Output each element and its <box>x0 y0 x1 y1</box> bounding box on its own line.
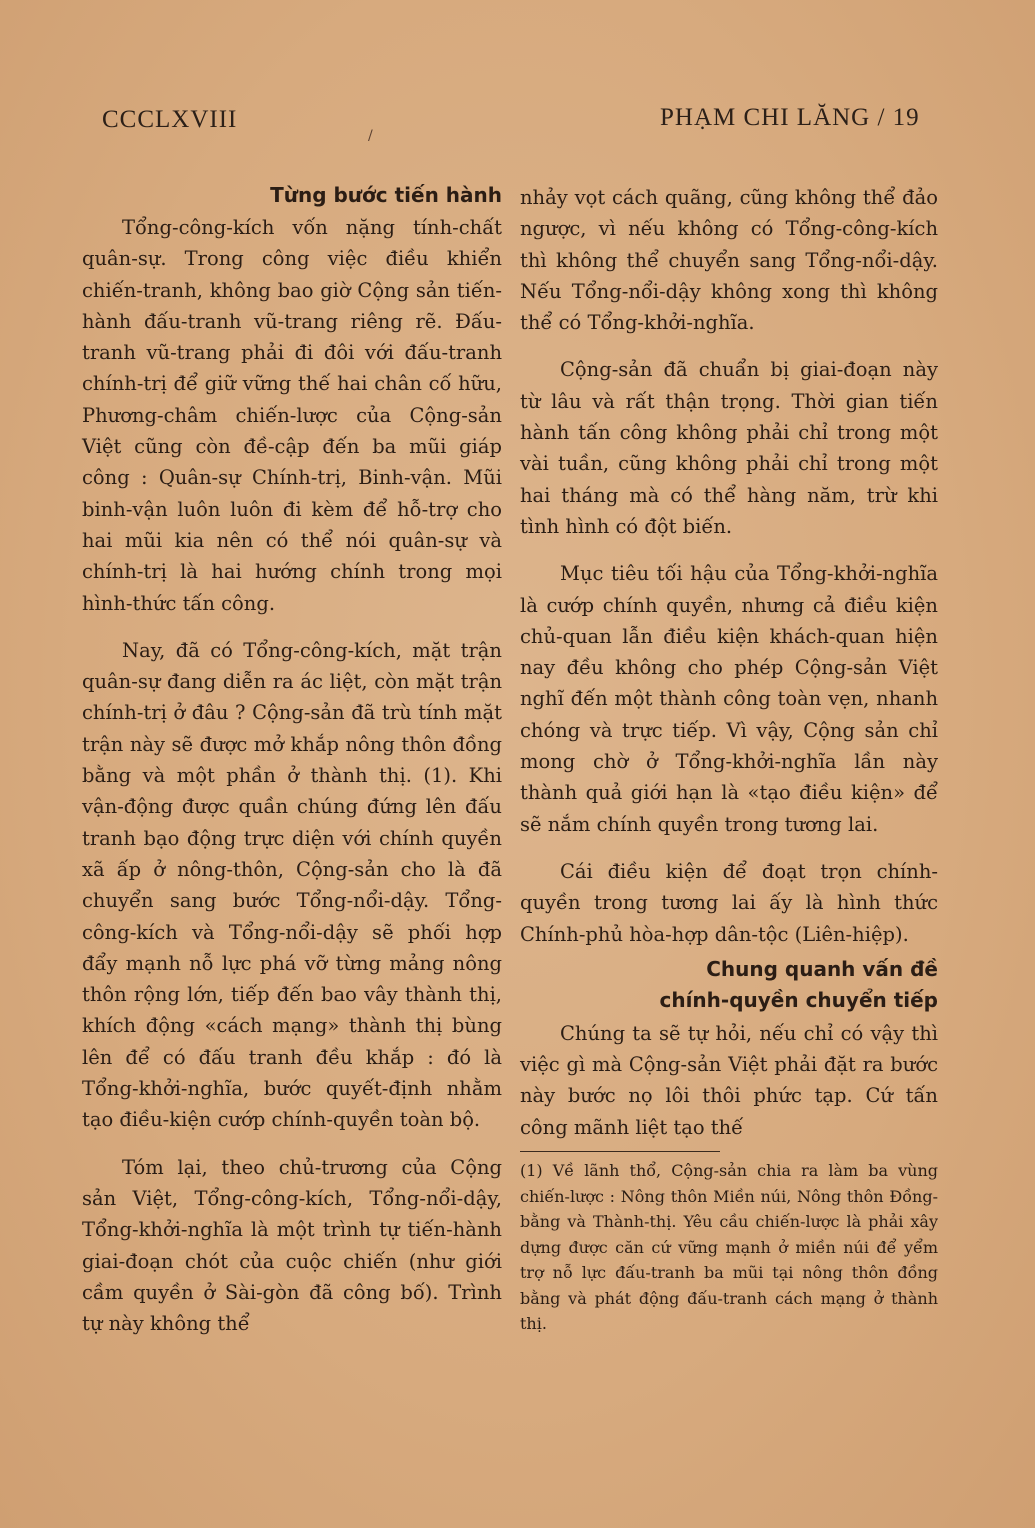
paragraph: Cộng-sản đã chuẩn bị giai-đoạn này từ lâu và rất thận trọng. Thời gian tiến hành tấn công không phải chỉ trong một vài tuần, cũng không phải chỉ trong một hai tháng mà có thể hàng năm, trừ khi tình hình có đột biến. <box>520 358 938 538</box>
section-heading-1: Từng bước tiến hành <box>270 183 502 207</box>
running-header-left: CCCLXVIII <box>102 106 238 133</box>
paragraph: Nay, đã có Tổng-công-kích, mặt trận quân-sự đang diễn ra ác liệt, còn mặt trận chính-trị ở đâu ? Cộng-sản đã trù tính mặt trận này sẽ được mở khắp nông thôn đồng bằng và một phần ở thành thị. (1). Khi vận-động được quần chúng đứng lên đấu tranh bạo động trực diện với chính quyền xã ấp ở nông-thôn, Cộng-sản cho là đã chuyển sang bước Tổng-nổi-dậy. Tổng-công-kích và Tổng-nổi-dậy sẽ phối hợp đẩy mạnh nỗ lực phá vỡ từng mảng nông thôn rộng lớn, tiếp đến bao vây thành thị, khích động «cách mạng» thành thị bùng lên để có đấu tranh đều khắp : đó là Tổng-khởi-nghĩa, bước quyết-định nhằm tạo điều-kiện cướp chính-quyền toàn bộ. <box>82 638 502 1132</box>
section-heading-2-line2: chính-quyền chuyển tiếp <box>659 987 938 1012</box>
footnote-divider <box>520 1151 720 1152</box>
paragraph: Tóm lại, theo chủ-trương của Cộng sản Việt, Tổng-công-kích, Tổng-nổi-dậy, Tổng-khởi-nghĩa là một trình tự tiến-hành giai-đoạn chót của cuộc chiến (như giới cầm quyền ở Sài-gòn đã công bố). Trình tự này không thể <box>82 1155 502 1336</box>
section-heading-2-line1: Chung quanh vấn đề <box>706 956 938 981</box>
right-column <box>520 182 938 1337</box>
page-mark: / <box>368 128 373 144</box>
footnote: (1) Về lãnh thổ, Cộng-sản chia ra làm ba vùng chiến-lược : Nông thôn Miền núi, Nông thôn Đồng-bằng và Thành-thị. Yêu cầu chiến-lược là phải xây dựng được căn cứ vững mạnh ở miền núi để yểm trợ nỗ lực đấu-tranh ba mũi tại nông thôn đồng bằng và phát động đấu-tranh cách mạng ở thành thị. <box>520 1161 938 1334</box>
left-column <box>82 180 502 1355</box>
paragraph: Mục tiêu tối hậu của Tổng-khởi-nghĩa là cướp chính quyền, nhưng cả điều kiện chủ-quan lẫn điều kiện khách-quan hiện nay đều không cho phép Cộng-sản Việt nghĩ đến một thành công toàn vẹn, nhanh chóng và trực tiếp. Vì vậy, Cộng sản chỉ mong chờ ở Tổng-khởi-nghĩa lần này thành quả giới hạn là «tạo điều kiện» để sẽ nắm chính quyền trong tương lai. <box>520 562 938 836</box>
paragraph: nhảy vọt cách quãng, cũng không thể đảo ngược, vì nếu không có Tổng-công-kích thì không thể chuyển sang Tổng-nổi-dậy. Nếu Tổng-nổi-dậy không xong thì không thể có Tổng-khởi-nghĩa. <box>520 186 938 335</box>
paragraph: Tổng-công-kích vốn nặng tính-chất quân-sự. Trong công việc điều khiển chiến-tranh, không bao giờ Cộng sản tiến-hành đấu-tranh vũ-trang riêng rẽ. Đấu-tranh vũ-trang phải đi đôi với đấu-tranh chính-trị để giữ vững thế hai chân cố hữu, Phương-châm chiến-lược của Cộng-sản Việt cũng còn đề-cập đến ba mũi giáp công : Quân-sự Chính-trị, Binh-vận. Mũi binh-vận luôn luôn đi kèm để hỗ-trợ cho hai mũi kia nên có thể nói quân-sự và chính-trị là hai hướng chính trong mọi hình-thức tấn công. <box>82 216 502 615</box>
paragraph: Chúng ta sẽ tự hỏi, nếu chỉ có vậy thì việc gì mà Cộng-sản Việt phải đặt ra bước này bước nọ lôi thôi phức tạp. Cứ tấn công mãnh liệt tạo thế <box>520 1021 938 1139</box>
paragraph: Cái điều kiện để đoạt trọn chính-quyền trong tương lai ấy là hình thức Chính-phủ hòa-hợp dân-tộc (Liên-hiệp). <box>520 859 938 946</box>
running-header-right: PHẠM CHI LĂNG / 19 <box>660 104 920 131</box>
